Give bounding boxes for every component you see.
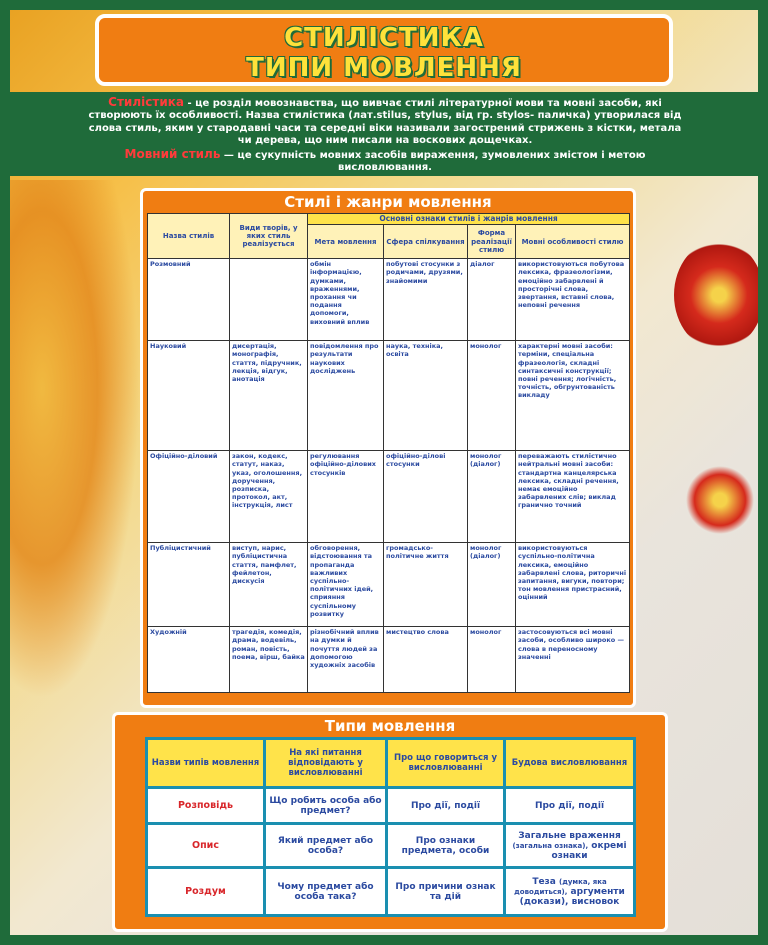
style-purpose: обговорення, відстоювання та пропаганда важливих суспільно-політичних ідей, сприяння суспільному розвитку xyxy=(308,543,384,627)
style-term: Мовний стиль xyxy=(124,146,221,161)
type-name: Розповідь xyxy=(147,788,265,824)
table-row xyxy=(148,259,630,341)
styles-panel-title: Стилі і жанри мовлення xyxy=(284,193,492,211)
table-row xyxy=(147,788,635,824)
header-style-name: Назва стилів xyxy=(148,214,230,259)
header-sphere: Сфера спілкування xyxy=(384,225,468,259)
style-name: Розмовний xyxy=(148,259,230,341)
style-purpose: регулювання офіційно-ділових стосунків xyxy=(308,451,384,543)
styles-panel xyxy=(140,188,636,708)
type-question: Що робить особа або предмет? xyxy=(265,788,387,824)
stylistics-definition: - це розділ мовознавства, що вивчає стилі літературної мови та мовні засоби, які створюють їх особливості. Назва стилістика (лат.stilus, stylus, від гр. stylos- паличка) утворилася від слова стиль, яким у стародавні часи та середні віки називали загострений стрижень з кістки, метала чи дерева, що ним писали на воскових дощечках. xyxy=(88,98,682,147)
type-structure: Теза xyxy=(532,876,556,887)
style-sphere: побутові стосунки з родичами, друзями, знайомими xyxy=(384,259,468,341)
type-structure-tail: окремі ознаки xyxy=(551,840,627,861)
header-purpose: Мета мовлення xyxy=(308,225,384,259)
type-name: Роздум xyxy=(147,868,265,916)
style-form: монолог xyxy=(468,341,516,451)
header-question: На які питання відповідають у висловлюванні xyxy=(265,739,387,788)
stylistics-term: Стилістика xyxy=(108,95,184,109)
style-language: переважають стилістично нейтральні мовні засоби: стандартна канцелярська лексика, складні речення, немає емоційно забарвлених слів; виклад гранично точний xyxy=(516,451,630,543)
table-row xyxy=(147,824,635,868)
type-structure-tail: аргументи (докази), висновок xyxy=(519,886,625,907)
style-purpose: різнобічний вплив на думки й почуття людей за допомогою художніх засобів xyxy=(308,627,384,693)
style-language: використовуються суспільно-політична лексика, емоційно забарвлені слова, риторичні запитання, вигуки, повтори; тон мовлення пристрасний, оцінний xyxy=(516,543,630,627)
style-language: використовуються побутова лексика, фразеологізми, емоційно забарвлені й просторічні слова, звертання, вставні слова, неповні речення xyxy=(516,259,630,341)
type-structure: Про дії, події xyxy=(505,788,635,824)
title-line-1: СТИЛІСТИКА xyxy=(284,23,484,53)
types-panel xyxy=(112,712,668,932)
style-purpose: обмін інформацією, думками, враженнями, прохання чи подання допомоги, виховний вплив xyxy=(308,259,384,341)
style-purpose: повідомлення про результати наукових досліджень xyxy=(308,341,384,451)
types-panel-title: Типи мовлення xyxy=(324,717,456,735)
decorative-flower xyxy=(680,460,760,540)
style-works: закон, кодекс, статут, наказ, указ, оголошення, доручення, розписка, протокол, акт, інструкція, лист xyxy=(230,451,308,543)
style-sphere: громадсько-політичне життя xyxy=(384,543,468,627)
table-row xyxy=(148,341,630,451)
type-about: Про ознаки предмета, особи xyxy=(387,824,505,868)
types-table xyxy=(145,737,636,917)
style-form: діалог xyxy=(468,259,516,341)
header-main-features: Основні ознаки стилів і жанрів мовлення xyxy=(308,214,630,225)
header-type-name: Назви типів мовлення xyxy=(147,739,265,788)
type-structure-note: (загальна ознака), xyxy=(512,841,589,850)
style-language: характерні мовні засоби: терміни, спеціальна фразеологія, складні синтаксичні конструкції; повні речення; логічність, точність, обгрунтованість викладу xyxy=(516,341,630,451)
style-works: виступ, нарис, публіцистична стаття, памфлет, фейлетон, дискусія xyxy=(230,543,308,627)
header-language: Мовні особливості стилю xyxy=(516,225,630,259)
styles-table xyxy=(147,213,630,693)
table-row xyxy=(148,627,630,693)
header-form: Форма реалізації стилю xyxy=(468,225,516,259)
style-sphere: офіційно-ділові стосунки xyxy=(384,451,468,543)
style-definition: — це сукупність мовних засобів вираження, зумовлених змістом і метою висловлювання. xyxy=(220,149,646,174)
style-works: дисертація, монографія, стаття, підручник, лекція, відгук, анотація xyxy=(230,341,308,451)
header-structure: Будова висловлювання xyxy=(505,739,635,788)
style-works: трагедія, комедія, драма, водевіль, роман, повість, поема, вірш, байка xyxy=(230,627,308,693)
header-works: Види творів, у яких стиль реалізується xyxy=(230,214,308,259)
type-question: Чому предмет або особа така? xyxy=(265,868,387,916)
style-form: монолог xyxy=(468,627,516,693)
table-row xyxy=(147,868,635,916)
style-name: Публіцистичний xyxy=(148,543,230,627)
table-row xyxy=(148,543,630,627)
type-about: Про причини ознак та дій xyxy=(387,868,505,916)
title-box xyxy=(95,14,673,86)
type-structure-cell xyxy=(505,824,635,868)
style-name: Художній xyxy=(148,627,230,693)
type-question: Який предмет або особа? xyxy=(265,824,387,868)
title-line-2: ТИПИ МОВЛЕННЯ xyxy=(246,53,522,83)
type-structure: Загальне враження xyxy=(518,830,621,841)
table-row xyxy=(148,451,630,543)
style-name: Офіційно-діловий xyxy=(148,451,230,543)
type-structure-note: (думка, яка доводиться), xyxy=(514,877,607,896)
style-form: монолог (діалог) xyxy=(468,451,516,543)
type-about: Про дії, події xyxy=(387,788,505,824)
type-name: Опис xyxy=(147,824,265,868)
style-form: монолог (діалог) xyxy=(468,543,516,627)
decorative-leaf xyxy=(0,180,140,700)
header-about: Про що говориться у висловлюванні xyxy=(387,739,505,788)
intro-text xyxy=(85,96,685,174)
decorative-flower xyxy=(674,240,764,350)
type-structure-cell xyxy=(505,868,635,916)
style-sphere: наука, техніка, освіта xyxy=(384,341,468,451)
style-sphere: мистецтво слова xyxy=(384,627,468,693)
style-language: застосовуються всі мовні засоби, особливо широко — слова в переносному значенні xyxy=(516,627,630,693)
style-works xyxy=(230,259,308,341)
style-name: Науковий xyxy=(148,341,230,451)
